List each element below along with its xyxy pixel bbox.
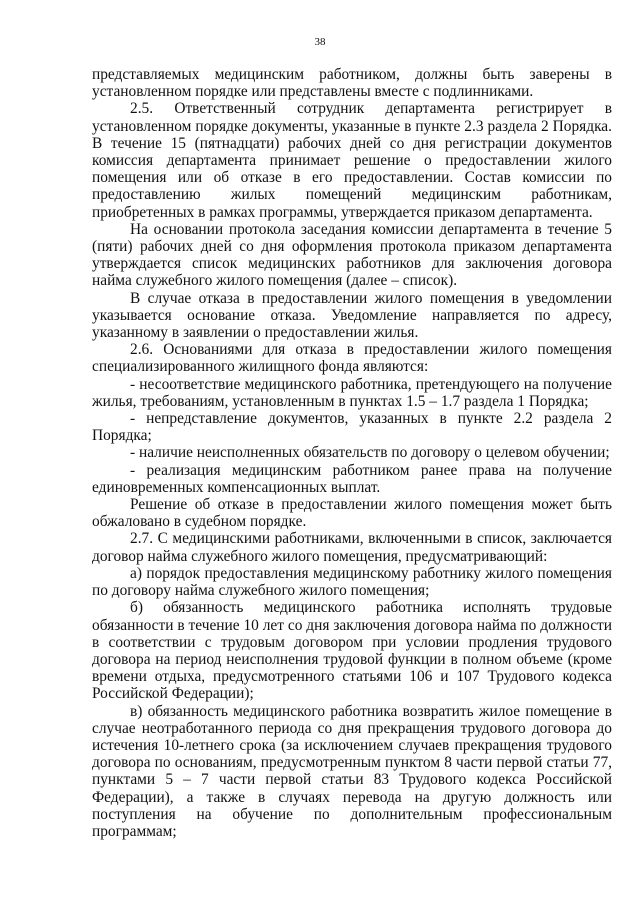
document-body — [92, 66, 612, 840]
page-number: 38 — [314, 36, 326, 48]
list-item-obligations: - наличие неисполненных обязательств по договору о целевом обучении; — [130, 444, 610, 462]
paragraph-continuation: представляемых медицинским работником, должны быть заверены в установленном порядке или представлены вместе с подлинниками. — [92, 66, 612, 101]
paragraph-2-7: 2.7. С медицинскими работниками, включенными в список, заключается договор найма служебного жилого помещения, предусматривающий: — [92, 530, 612, 565]
list-item-missing-documents: - непредставление документов, указанных в пункте 2.2 раздела 2 Порядка; — [92, 410, 612, 445]
list-item-nonconformity: - несоответствие медицинского работника, претендующего на получение жилья, требованиям, установленным в пунктах 1.5 – 1.7 раздела 1 Порядка; — [92, 375, 612, 410]
paragraph-protocol: На основании протокола заседания комиссии департамента в течение 5 (пяти) рабочих дней со дня оформления протокола приказом департамента утверждается список медицинских работников для заключения договора найма служебного жилого помещения (далее – список). — [92, 220, 612, 290]
list-item-a: а) порядок предоставления медицинскому работнику жилого помещения по договору найма служебного жилого помещения; — [92, 564, 612, 600]
list-item-c: в) обязанность медицинского работника возвратить жилое помещение в случае неотработанного периода со дня прекращения трудового договора до истечения 10-летнего срока (за исключением случаев прекращения трудового договора по основаниям, предусмотренным пунктом 8 части первой статьи 77, пунктами 5 – 7 части первой статьи 83 Трудового кодекса Российской Федерации), а также в случаях перевода на другую должность или поступления на обучение по дополнительным профессиональным программам; — [92, 702, 612, 840]
paragraph-appeal: Решение об отказе в предоставлении жилого помещения может быть обжаловано в судебном порядке. — [92, 496, 612, 531]
paragraph-2-6: 2.6. Основаниями для отказа в предоставлении жилого помещения специализированного жилищного фонда являются: — [92, 341, 612, 376]
list-item-prior-right: - реализация медицинским работником ранее права на получение единовременных компенсационных выплат. — [92, 461, 612, 496]
list-item-b: б) обязанность медицинского работника исполнять трудовые обязанности в течение 10 лет со дня заключения договора найма по должности в соответствии с трудовым договором при условии продления трудового договора на период неисполнения трудовой функции в полном объеме (кроме времени отдыха, предусмотренного статьями 106 и 107 Трудового кодекса Российской Федерации); — [92, 599, 612, 703]
paragraph-refusal-notice: В случае отказа в предоставлении жилого помещения в уведомлении указывается основание отказа. Уведомление направляется по адресу, указанному в заявлении о предоставлении жилья. — [92, 289, 612, 342]
paragraph-2-5: 2.5. Ответственный сотрудник департамента регистрирует в установленном порядке документы, указанные в пункте 2.3 раздела 2 Порядка. В течение 15 (пятнадцати) рабочих дней со дня регистрации документов комиссия департамента принимает решение о предоставлении жилого помещения или об отказе в его предоставлении. Состав комиссии по предоставлению жилых помещений медицинским работникам, приобретенных в рамках программы, утверждается приказом департамента. — [92, 100, 612, 221]
